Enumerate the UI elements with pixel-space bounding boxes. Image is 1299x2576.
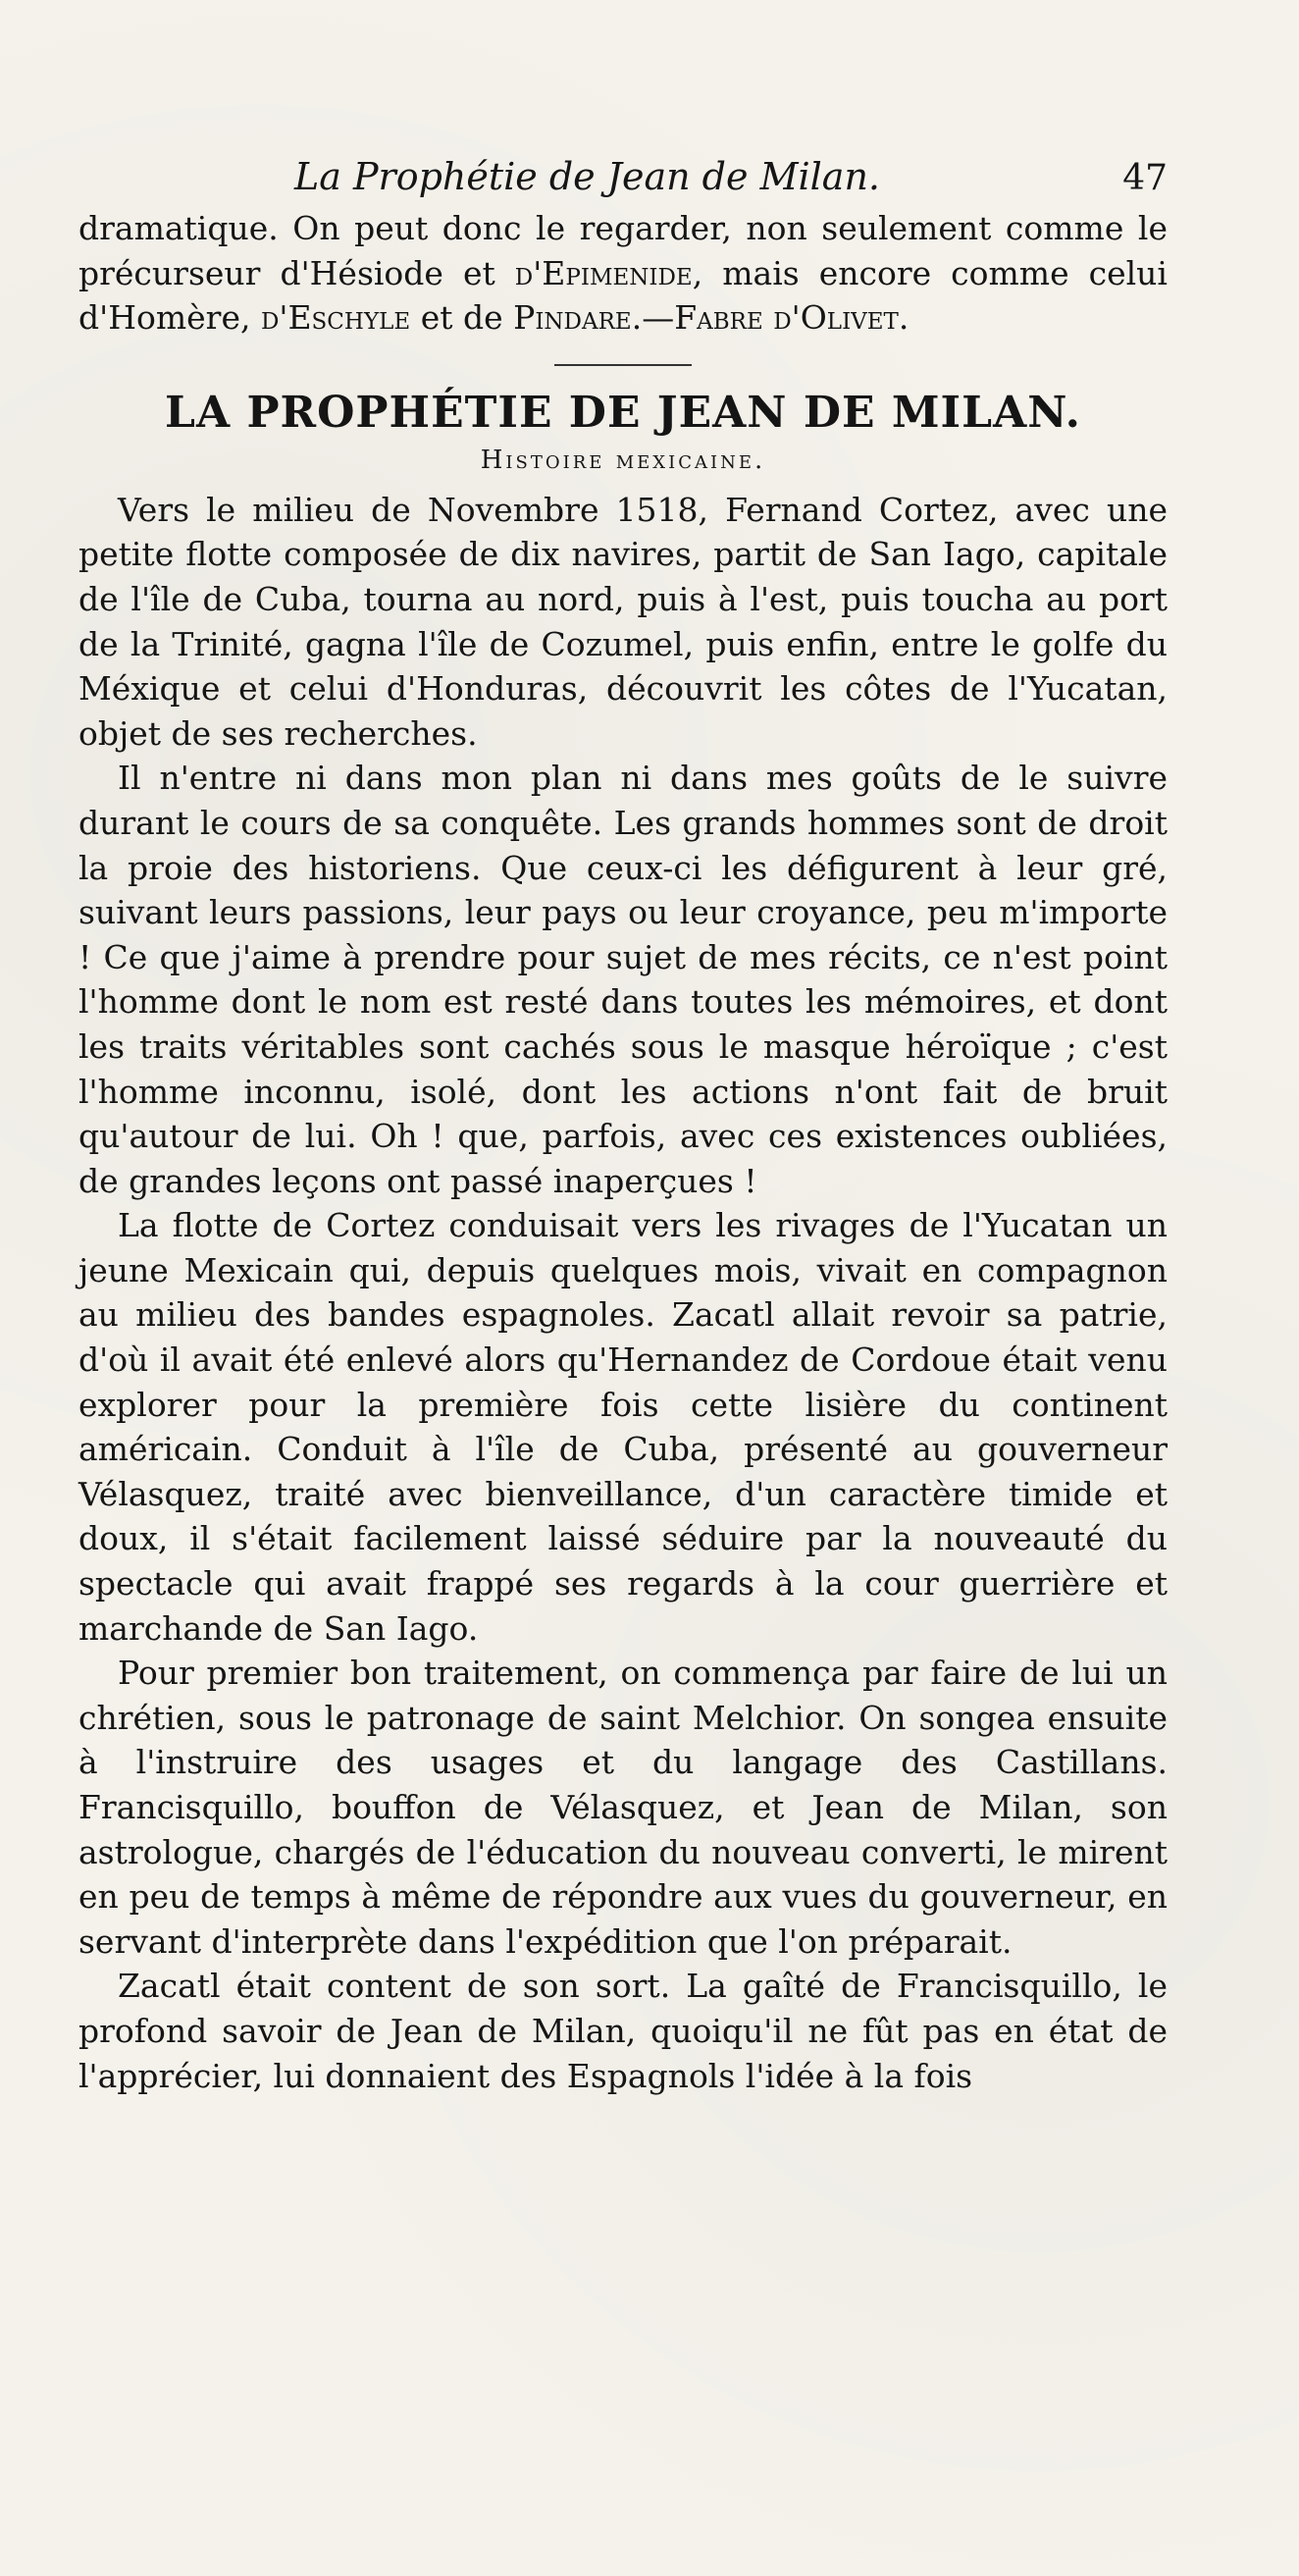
paragraph-2: Il n'entre ni dans mon plan ni dans mes goûts de le suivre durant le cours de sa conquête. Les grands hommes sont de droit la proie des historiens. Que ceux-ci les défigurent à leur gré, suivant leurs passions, leur pays ou leur croyance, peu m'importe ! Ce que j'aime à prendre pour sujet de mes récits, ce n'est point l'homme dont le nom est resté dans toutes les mémoires, et dont les traits véritables sont cachés sous le masque héroïque ; c'est l'homme inconnu, isolé, dont les actions n'ont fait de bruit qu'autour de lui. Oh ! que, parfois, avec ces existences oubliées, de grandes leçons ont passé inaperçues !: [78, 759, 1168, 1200]
epimenide-name: d'Epimenide: [514, 253, 693, 292]
intro-text-dash: .—: [631, 298, 675, 338]
pindare-name: Pindare: [513, 298, 632, 338]
running-head: [78, 147, 1168, 206]
eschyle-name: d'Eschyle: [260, 298, 411, 338]
paragraph-1: Vers le milieu de Novembre 1518, Fernand Cortez, avec une petite flotte composée de dix navires, partit de San Iago, capitale de l'île de Cuba, tourna au nord, puis à l'est, puis toucha au port de la Trinité, gagna l'île de Cozumel, puis enfin, entre le golfe du Méxique et celui d'Honduras, découvrit les côtes de l'Yucatan, objet de ses recherches.: [78, 490, 1168, 753]
intro-text-middle: , mais encore comme celui d'Homère,: [78, 253, 1168, 338]
section-divider: [554, 364, 692, 366]
page-number: 47: [1122, 158, 1168, 198]
paragraph-5: Zacatl était content de son sort. La gaîté de Francisquillo, le profond savoir de Jean de Milan, quoiqu'il ne fût pas en état de l'apprécier, lui donnaient des Espagnols l'idée à la fois: [78, 1967, 1168, 2095]
text-block: [78, 147, 1168, 2098]
intro-text-and: et de: [410, 298, 514, 338]
chapter-title: LA PROPHÉTIE DE JEAN DE MILAN.: [165, 387, 1081, 438]
intro-paragraph: [78, 206, 1168, 341]
author-attribution: Fabre d'Olivet: [674, 298, 899, 338]
intro-text-before: dramatique. On peut donc le regarder, non seulement comme le précurseur d'Hésiode et: [78, 209, 1168, 292]
paragraph-3: La flotte de Cortez conduisait vers les rivages de l'Yucatan un jeune Mexicain qui, depuis quelques mois, vivait en compagnon au milieu des bandes espagnoles. Zacatl allait revoir sa patrie, d'où il avait été enlevé alors qu'Hernandez de Cordoue était venu explorer pour la première fois cette lisière du continent américain. Conduit à l'île de Cuba, présenté au gouverneur Vélasquez, traité avec bienveillance, d'un caractère timide et doux, il s'était facilement laissé séduire par la nouveauté du spectacle qui avait frappé ses regards à la cour guerrière et marchande de San Iago.: [78, 1206, 1168, 1648]
chapter-subtitle: Histoire mexicaine.: [480, 445, 766, 475]
paragraph-4: Pour premier bon traitement, on commença par faire de lui un chrétien, sous le patronage de saint Melchior. On songea ensuite à l'instruire des usages et du langage des Castillans. Francisquillo, bouffon de Vélasquez, et Jean de Milan, son astrologue, chargés de l'éducation du nouveau converti, le mirent en peu de temps à même de répondre aux vues du gouverneur, en servant d'interprète dans l'expédition que l'on préparait.: [78, 1654, 1168, 1961]
intro-text-end: .: [898, 298, 909, 338]
running-title: La Prophétie de Jean de Milan.: [294, 155, 880, 198]
